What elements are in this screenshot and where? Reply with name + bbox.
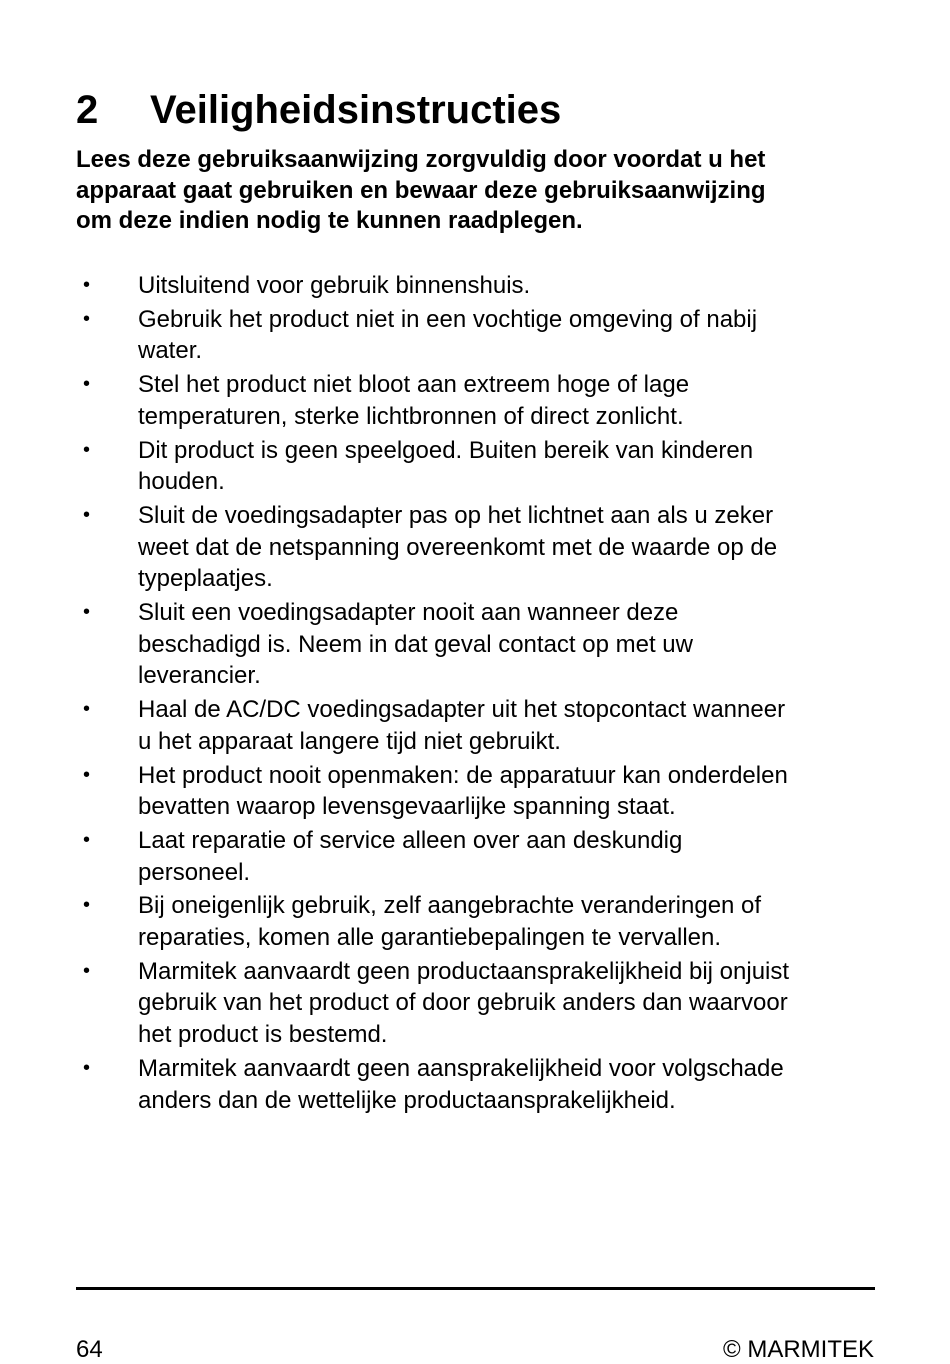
list-item-text: anders dan de wettelijke productaansprakelijkheid.: [138, 1086, 676, 1114]
list-item-text: Uitsluitend voor gebruik binnenshuis.: [138, 272, 531, 299]
list-item-text: weet dat de netspanning overeenkomt met de waarde op de: [138, 533, 778, 561]
page-number: 64: [76, 1336, 103, 1363]
list-item-text: Stel het product niet bloot aan extreem hoge of lage: [138, 371, 690, 399]
list-item-text: temperaturen, sterke lichtbronnen of direct zonlicht.: [138, 402, 684, 430]
bullet-point: •: [83, 698, 91, 721]
section-heading: [76, 86, 561, 134]
safety-instructions-list: [76, 270, 886, 1118]
list-item-text: houden.: [138, 468, 225, 496]
list-item: [76, 825, 886, 888]
list-item-text: bevatten waarop levensgevaarlijke spanning staat.: [138, 793, 676, 821]
copyright-notice: © MARMITEK: [722, 1336, 874, 1363]
intro-line: apparaat gaat gebruiken en bewaar deze gebruiksaanwijzing: [76, 176, 766, 204]
list-item-text: reparaties, komen alle garantiebepalingen te vervallen.: [138, 924, 722, 952]
section-number: 2: [76, 88, 99, 132]
list-item-text: water.: [138, 337, 203, 365]
list-item: [76, 760, 886, 823]
list-item-text: leverancier.: [138, 662, 261, 690]
list-item-text: Marmitek aanvaardt geen productaansprakelijkheid bij onjuist: [138, 957, 790, 985]
list-item-text: Laat reparatie of service alleen over aan deskundig: [138, 826, 683, 854]
list-item-text: typeplaatjes.: [138, 565, 273, 593]
list-item-text: Dit product is geen speelgoed. Buiten bereik van kinderen: [138, 436, 754, 464]
list-item: [76, 270, 886, 302]
bullet-point: •: [83, 828, 91, 851]
intro-paragraph: [76, 145, 876, 237]
bullet-point: •: [83, 763, 91, 786]
bullet-point: •: [83, 274, 91, 296]
list-item: [76, 304, 886, 367]
list-item-text: Bij oneigenlijk gebruik, zelf aangebrachte veranderingen of: [138, 892, 762, 920]
list-item-text: Sluit een voedingsadapter nooit aan wanneer deze: [138, 599, 679, 627]
list-item: [76, 1053, 886, 1116]
list-item-text: het product is bestemd.: [138, 1021, 388, 1049]
intro-line: om deze indien nodig te kunnen raadplegen.: [76, 207, 583, 234]
section-title: Veiligheidsinstructies: [150, 88, 562, 132]
list-item: [76, 890, 886, 953]
list-item-text: gebruik van het product of door gebruik anders dan waarvoor: [138, 989, 788, 1017]
list-item-text: Marmitek aanvaardt geen aansprakelijkheid voor volgschade: [138, 1054, 784, 1082]
bullet-point: •: [83, 1056, 91, 1079]
bullet-point: •: [83, 503, 91, 526]
list-item-text: Het product nooit openmaken: de apparatuur kan onderdelen: [138, 761, 788, 789]
list-item-text: Haal de AC/DC voedingsadapter uit het stopcontact wanneer: [138, 696, 786, 724]
bullet-point: •: [83, 959, 91, 982]
bullet-point: •: [83, 601, 91, 624]
bullet-point: •: [83, 438, 91, 461]
list-item: [76, 956, 886, 1051]
list-item-text: u het apparaat langere tijd niet gebruikt.: [138, 727, 561, 755]
list-item: [76, 435, 886, 498]
list-item-text: personeel.: [138, 858, 251, 886]
list-item-text: Sluit de voedingsadapter pas op het lichtnet aan als u zeker: [138, 501, 774, 529]
list-item-text: beschadigd is. Neem in dat geval contact op met uw: [138, 630, 693, 658]
footer-divider: [76, 1287, 875, 1290]
list-item: [76, 597, 886, 692]
list-item: [76, 369, 886, 432]
list-item: [76, 500, 886, 595]
list-item: [76, 694, 886, 757]
intro-line: Lees deze gebruiksaanwijzing zorgvuldig door voordat u het: [76, 146, 766, 173]
bullet-point: •: [83, 894, 91, 917]
bullet-point: •: [83, 373, 91, 396]
bullet-point: •: [83, 307, 91, 330]
list-item-text: Gebruik het product niet in een vochtige omgeving of nabij: [138, 305, 758, 333]
